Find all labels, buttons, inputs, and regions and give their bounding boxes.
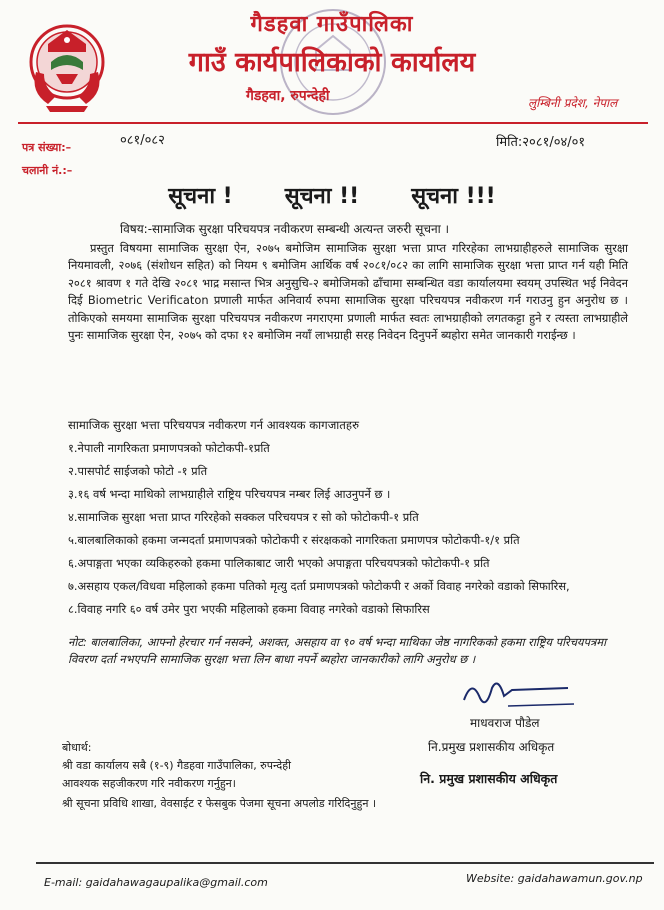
- footer-email: E-mail: gaidahawagaupalika@gmail.com: [44, 876, 268, 889]
- dispatch-number-label: चलानी नं.:–: [22, 164, 73, 177]
- province-label: लुम्बिनी प्रदेश, नेपाल: [528, 96, 618, 110]
- list-item: १.नेपाली नागरिकता प्रमाणपत्रको फोटोकपी-१प्रति: [68, 441, 270, 455]
- signatory-title: नि.प्रमुख प्रशासकीय अधिकृत: [428, 740, 555, 754]
- letter-date: मिति:२०८१/०४/०१: [496, 135, 586, 150]
- signatory-name: माधवराज पौडेल: [470, 716, 540, 730]
- list-item: ४.सामाजिक सुरक्षा भत्ता प्राप्त गरिरहेको सक्कल परिचयपत्र र सो को फोटोकपी-१ प्रति: [68, 510, 419, 524]
- subject-line: विषय:-सामाजिक सुरक्षा परिचयपत्र नवीकरण सम्बन्धी अत्यन्त जरुरी सूचना ।: [120, 222, 450, 236]
- requirements-list: [68, 440, 628, 624]
- office-name: गाउँ कार्यपालिकाको कार्यालय: [188, 47, 476, 78]
- list-item: ३.१६ वर्ष भन्दा माथिको लाभग्राहीले राष्ट्रिय परिचयपत्र नम्बर लिई आउनुपर्ने छ ।: [68, 487, 391, 501]
- list-item: ७.असहाय एकल/विधवा महिलाको हकमा पतिको मृत्यु दर्ता प्रमाणपत्रको फोटोकपी र अर्को विवाह नगरेको वडाको सिफारिस,: [68, 579, 570, 593]
- office-address: गैडहवा, रुपन्देही: [246, 88, 330, 104]
- footer-website: Website: gaidahawamun.gov.np: [466, 872, 643, 885]
- list-item: ५.बालबालिकाको हकमा जन्मदर्ता प्रमाणपत्रको फोटोकपी र संरक्षकको नागरिकता प्रमाणपत्र फोटोकपी-१/१ प्रति: [68, 533, 520, 547]
- note-paragraph: नोट: बालबालिका, आफ्नो हेरचार गर्न नसक्ने, अशक्त, असहाय वा ९० वर्ष भन्दा माथिका जेष्ठ नागरिकको हकमा राष्ट्रिय परिचयपत्रमा विवरण दर्ता नभएपनि सामाजिक सुरक्षा भत्ता लिन बाधा नपर्ने ब्यहोरा जानकारीको लागि अनुरोध छ ।: [68, 635, 607, 666]
- notice-word-1: सूचना !: [168, 184, 233, 209]
- list-item: ८.विवाह नगरि ६० वर्ष उमेर पुरा भएकी महिलाको हकमा विवाह नगरेको वडाको सिफारिस: [68, 602, 430, 616]
- list-item: २.पासपोर्ट साईजको फोटो -१ प्रति: [68, 464, 208, 478]
- municipality-name: गैडहवा गाउँपालिका: [250, 12, 414, 37]
- notice-word-2: सूचना !!: [284, 184, 360, 209]
- notice-heading: [0, 180, 664, 214]
- ref-number-label: पत्र संख्या:–: [22, 141, 72, 154]
- requirements-title: सामाजिक सुरक्षा भत्ता परिचयपत्र नवीकरण गर्न आवश्यक कागजातहरु: [68, 418, 360, 432]
- header-divider: [18, 122, 648, 124]
- cc-line: श्री वडा कार्यालय सबै (१-९) गैडहवा गाउँपालिका, रुपन्देही: [62, 759, 291, 772]
- body-paragraph: प्रस्तुत विषयमा सामाजिक सुरक्षा ऐन, २०७५ बमोजिम सामाजिक सुरक्षा भत्ता प्राप्त गरिरहेका लाभग्राहीहरुले सामाजिक सुरक्षा नियमावली, २०७६ (संशोधन सहित) को नियम ९ बमोजिम आर्थिक वर्ष २०८१/०८२ का लागि सामाजिक सुरक्षा भत्ता प्राप्त गर्न यही मिति २०८१ श्रावण १ गते देखि २०८१ भाद्र मसान्त भित्र अनुसुचि-२ बमोजिमको ढाँचामा सम्बन्धित वडा कार्यालयमा स्वयम् उपस्थित भई निवेदन दिई Biometric Verificaton प्रणाली मार्फत अनिवार्य रुपमा सामाजिक सुरक्षा परिचयपत्र नवीकरण गर्न गराउनु हुन अनुरोध छ ।तोकिएको समयमा सामाजिक सुरक्षा परिचयपत्र नवीकरण नगराएमा प्रणाली मार्फत स्वतः लाभग्राहीको लगतकट्टा हुने र त्यस्ता लाभग्राहीले पुनः सामाजिक सुरक्षा ऐन, २०७५ को दफा १२ बमोजिम नयाँ लाभग्राही सरह निवेदन दिनुपर्ने ब्यहोरा समेत जानकारी गराईन्छ ।: [68, 241, 628, 343]
- footer-divider: [36, 862, 654, 864]
- cc-line: आवश्यक सहजीकरण गरि नवीकरण गर्नुहुन।: [62, 777, 236, 790]
- cc-label: बोधार्थ:: [62, 741, 92, 754]
- signature-icon: [458, 670, 578, 718]
- notice-word-3: सूचना !!!: [411, 184, 496, 209]
- official-stamp-title: नि. प्रमुख प्रशासकीय अधिकृत: [420, 771, 558, 786]
- cc-line: श्री सूचना प्रविधि शाखा, वेवसाईट र फेसबुक पेजमा सूचना अपलोड गरिदिनुहुन ।: [62, 797, 377, 810]
- ref-number-value: ०८१/०८२: [120, 133, 165, 148]
- list-item: ६.अपाङ्गता भएका व्यकिहरुको हकमा पालिकाबाट जारी भएको अपाङ्गता परिचयपत्रको फोटोकपी-१ प्रति: [68, 556, 490, 570]
